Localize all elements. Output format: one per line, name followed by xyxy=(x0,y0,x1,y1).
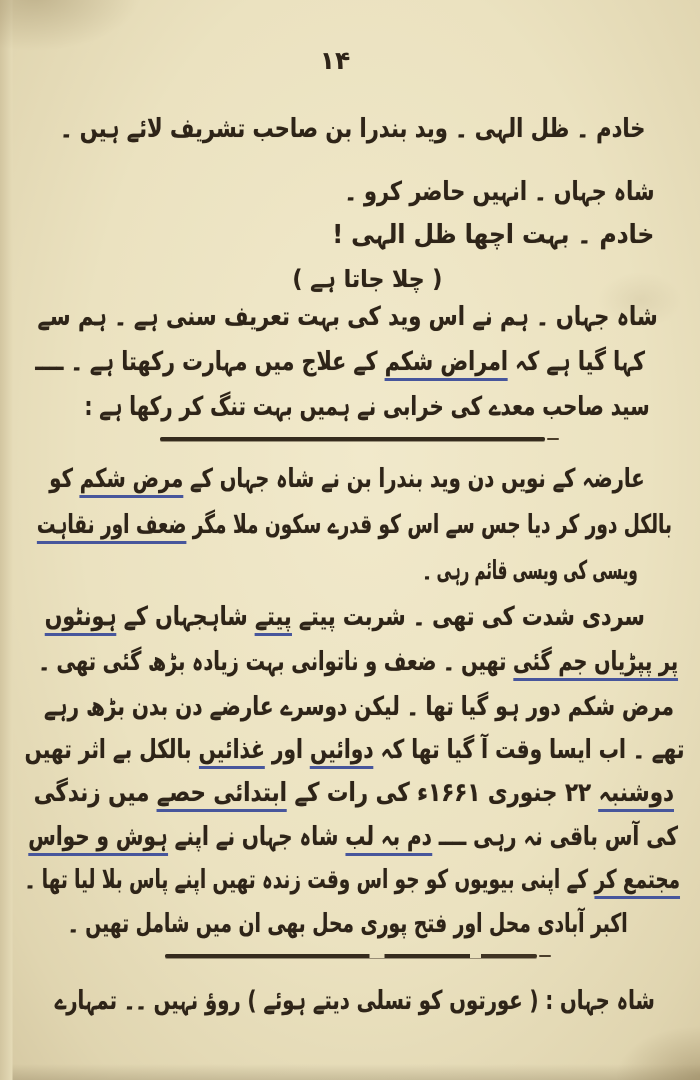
dialogue-line-shahjahan-3: شاہ جہاں : ( عورتوں کو تسلی دیتے ہوئے ) روؤ نہیں ۔۔ تمہارے xyxy=(54,986,655,1016)
page-number: ۱۴ xyxy=(319,46,351,75)
footnote-line-1b: بالکل دور کر دیا جس سے اس کو قدرے سکون ملا مگر ضعف اور نقاہت xyxy=(0,508,672,543)
dialogue-line-shahjahan-2c: سید صاحب معدے کی خرابی نے ہمیں بہت تنگ کر رکھا ہے : xyxy=(84,392,650,422)
dialogue-line-shahjahan-2a: شاہ جہاں ۔ ہم نے اس وید کی بہت تعریف سنی ہے ۔ ہم سے xyxy=(37,302,658,332)
dialogue-line-shahjahan-1: شاہ جہاں ۔ انہیں حاضر کرو ۔ xyxy=(344,177,654,207)
dialogue-line-shahjahan-2b: کہا گیا ہے کہ امراض شکم کے علاج میں مہارت رکھتا ہے ۔ ــــ xyxy=(0,345,645,380)
footnote-line-2a: سردی شدت کی تھی ۔ شربت پیتے پیتے شاہجہاں کے ہونٹوں xyxy=(0,600,645,635)
footnote-line-2d: تھے ۔ اب ایسا وقت آ گیا تھا کہ دوائیں اور غذائیں بالکل بے اثر تھیں xyxy=(0,733,684,768)
footnote-line-2h: اکبر آبادی محل اور فتح پوری محل بھی ان میں شامل تھیں ۔ xyxy=(68,909,628,939)
dialogue-line-khadim-1: خادم ۔ ظل الہی ۔ وید بندرا بن صاحب تشریف لائے ہیں ۔ xyxy=(59,114,645,144)
section-divider-top xyxy=(160,437,545,441)
footnote-line-2c: مرض شکم دور ہو گیا تھا ۔ لیکن دوسرے عارضے دن بدن بڑھ رہے xyxy=(44,692,674,722)
stage-direction: ( چلا جاتا ہے ) xyxy=(292,265,442,293)
section-divider-bottom xyxy=(165,954,537,958)
dialogue-line-khadim-2: خادم ۔ بہت اچھا ظل الہی ! xyxy=(332,220,654,250)
footnote-line-2e: دوشنبہ ۲۲ جنوری ۱۶۶۱ء کی رات کے ابتدائی حصے میں زندگی xyxy=(0,776,674,811)
footnote-line-1c: ویسی کی ویسی قائم رہی ۔ xyxy=(422,556,638,586)
footnote-line-2b: پر پپڑیاں جم گئی تھیں ۔ ضعف و ناتوانی بہت زیادہ بڑھ گئی تھی ۔ xyxy=(0,645,678,680)
footnote-line-2f: کی آس باقی نہ رہی ــــ دم بہ لب شاہ جہاں نے اپنے ہوش و حواس xyxy=(0,820,678,855)
footnote-line-1a: عارضہ کے نویں دن وید بندرا بن نے شاہ جہاں کے مرض شکم کو xyxy=(0,462,645,497)
footnote-line-2g: مجتمع کر کے اپنی بیویوں کو جو اس وقت زندہ تھیں اپنے پاس بلا لیا تھا ۔ xyxy=(0,863,680,898)
